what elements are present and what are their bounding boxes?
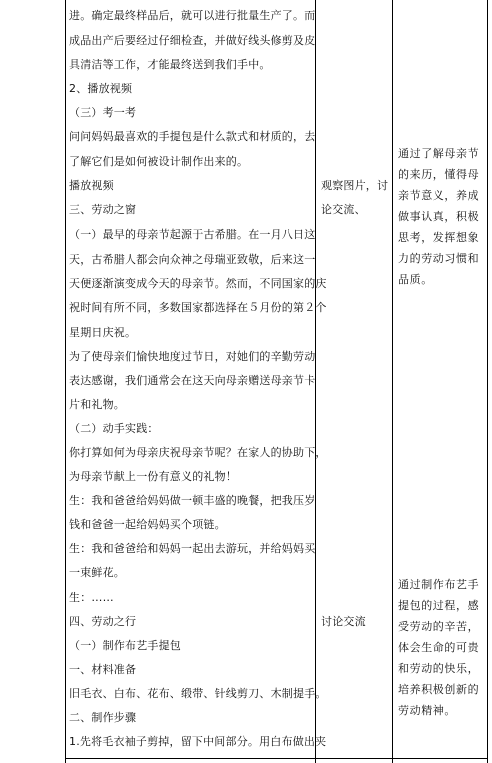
content-line: 进。确定最终样品后，就可以进行批量生产了。而 [69, 9, 316, 22]
content-line: 为母亲节献上一份有意义的礼物！ [69, 470, 237, 483]
content-line: 2、播放视频 [69, 82, 133, 95]
content-line: 三、劳动之窗 [69, 203, 137, 216]
intent-line: 培养积极创新的 [398, 683, 480, 696]
content-line: 生：我和爸爸给和妈妈一起出去游玩，并给妈妈买 [69, 542, 316, 555]
intent-line: 品质。 [398, 273, 433, 286]
intent-line: 力的劳动习惯和 [398, 252, 480, 265]
intent-line: 受劳动的辛苦， [398, 620, 480, 633]
content-line: （一）最早的母亲节起源于古希腊。在一月八日这 [69, 228, 316, 241]
content-line: 为了使母亲们愉快地度过节日，对她们的辛勤劳动 [69, 350, 316, 363]
intent-line: 思考，发挥想象 [398, 231, 480, 244]
content-line: 你打算如何为母亲庆祝母亲节呢？在家人的协助下， [69, 446, 327, 459]
content-line: 生：我和爸爸给妈妈做一顿丰盛的晚餐，把我压岁 [69, 494, 316, 507]
content-line: （二）动手实践： [69, 422, 159, 435]
intent-line: 体会生命的可贵 [398, 641, 480, 654]
content-line: 一束鲜花。 [69, 566, 125, 579]
table-border-right [487, 0, 488, 763]
content-line: 生：…… [69, 591, 114, 604]
intent-line: 劳动精神。 [398, 704, 456, 717]
content-line: 四、劳动之行 [69, 615, 137, 628]
table-divider-2 [392, 0, 393, 763]
table-border-left [65, 0, 66, 763]
activity-line: 论交流、 [321, 203, 366, 216]
intent-line: 通过制作布艺手 [398, 578, 480, 591]
content-line: 天，古希腊人都会向众神之母瑞亚致敬，后来这一 [69, 253, 316, 266]
content-line: （一）制作布艺手提包 [69, 639, 181, 652]
intent-line: 提包的过程，感 [398, 599, 480, 612]
content-line: 表达感谢，我们通常会在这天向母亲赠送母亲节卡 [69, 374, 316, 387]
intent-line: 通过了解母亲节 [398, 147, 480, 160]
intent-line: 和劳动的快乐， [398, 662, 480, 675]
content-line: 钱和爸爸一起给妈妈买个项链。 [69, 518, 226, 531]
activity-line: 讨论交流 [321, 615, 366, 628]
activity-line: 观察图片，讨 [321, 179, 389, 192]
intent-line: 的来历，懂得母 [398, 168, 480, 181]
content-line: 播放视频 [69, 179, 114, 192]
content-line: 片和礼物。 [69, 398, 125, 411]
content-line: 1.先将毛衣袖子剪掉，留下中间部分。用白布做出夹 [69, 735, 327, 748]
table-border-bottom [65, 758, 488, 759]
content-line: 问问妈妈最喜欢的手提包是什么款式和材质的，去 [69, 130, 316, 143]
content-line: 成品出产后要经过仔细检查，并做好线头修剪及皮 [69, 34, 316, 47]
content-line: 天便逐渐演变成今天的母亲节。然而，不同国家的庆 [69, 277, 327, 290]
intent-line: 亲节意义，养成 [398, 189, 480, 202]
content-line: 旧毛衣、白布、花布、缎带、针线剪刀、木制提手。 [69, 687, 327, 700]
content-line: 具清洁等工作，才能最终送到我们手中。 [69, 58, 271, 71]
content-line: 二、制作步骤 [69, 711, 137, 724]
content-line: 祝时间有所不同，多数国家都选择在５月份的第２个 [69, 301, 327, 314]
content-line: 星期日庆祝。 [69, 326, 137, 339]
intent-line: 做事认真，积极 [398, 210, 480, 223]
content-line: （三）考一考 [69, 106, 137, 119]
content-line: 一、材料准备 [69, 663, 137, 676]
content-line: 了解它们是如何被设计制作出来的。 [69, 155, 249, 168]
